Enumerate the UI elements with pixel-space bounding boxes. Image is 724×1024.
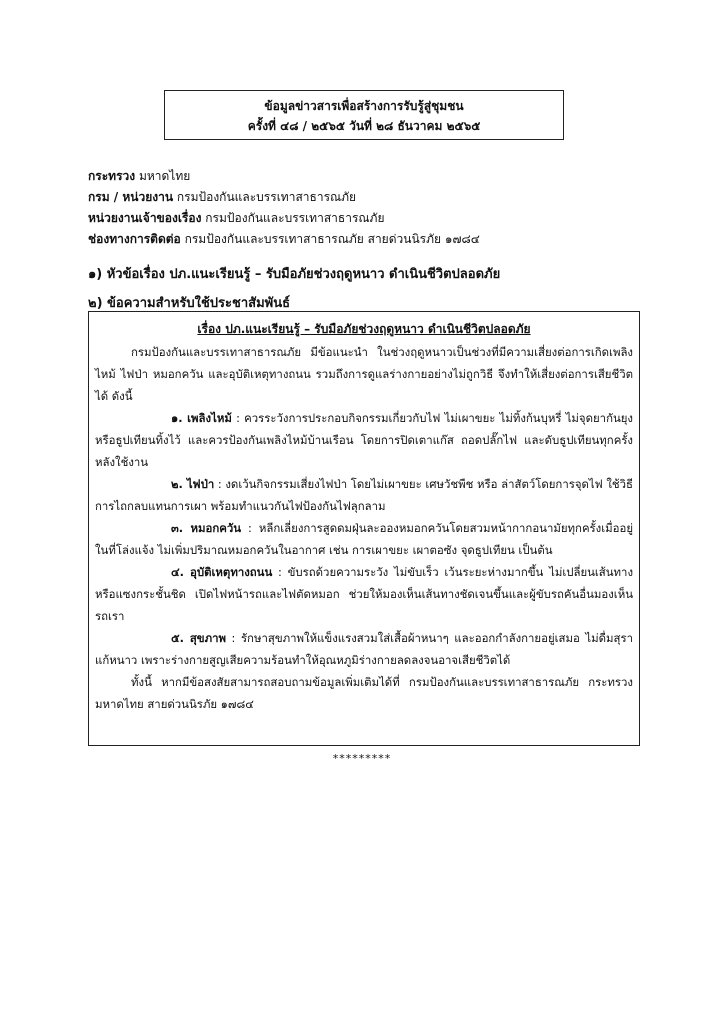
meta-ministry-label: กระทรวง bbox=[88, 169, 136, 183]
item-label: ๕. สุขภาพ bbox=[171, 631, 226, 645]
section-2-heading: ๒) ข้อความสำหรับใช้ประชาสัมพันธ์ bbox=[88, 296, 291, 311]
content-item bbox=[95, 627, 633, 671]
meta-owner bbox=[88, 208, 480, 229]
content-intro: กรมป้องกันและบรรเทาสาธารณภัย มีข้อแนะนำ ในช่วงฤดูหนาวเป็นช่วงที่มีความเสี่ยงต่อการเกิดเพลิงไหม้ ไฟป่า หมอกควัน และอุบัติเหตุทางถนน รวมถึงการดูแลร่างกายอย่างไม่ถูกวิธี จึงทำให้เสี่ยงต่อการเสียชีวิตได้ ดังนี้ bbox=[95, 345, 633, 403]
item-label: ๒. ไฟป่า bbox=[171, 477, 215, 491]
section-1-heading: ๑) หัวข้อเรื่อง ปภ.แนะเรียนรู้ – รับมือภัยช่วงฤดูหนาว ดำเนินชีวิตปลอดภัย bbox=[88, 267, 501, 282]
content-item bbox=[95, 407, 633, 473]
item-text: : รักษาสุขภาพให้แข็งแรงสวมใส่เสื้อผ้าหนาๆ และออกกำลังกายอยู่เสมอ ไม่ดื่มสุราแก้หนาว เพราะร่างกายสูญเสียความร้อนทำให้อุณหภูมิร่างกายลดลงจนอาจเสียชีวิตได้ bbox=[95, 631, 633, 667]
content-item bbox=[95, 517, 633, 561]
header-issue-date: ครั้งที่ ๔๘ / ๒๕๖๕ วันที่ ๒๘ ธันวาคม ๒๕๖๕ bbox=[247, 119, 481, 133]
meta-block bbox=[88, 166, 480, 250]
meta-dept-label: กรม / หน่วยงาน bbox=[88, 190, 174, 204]
item-label: ๓. หมอกควัน bbox=[171, 521, 242, 535]
meta-owner-value: กรมป้องกันและบรรเทาสาธารณภัย bbox=[205, 211, 385, 225]
meta-contact bbox=[88, 229, 480, 250]
item-text: : งดเว้นกิจกรรมเสี่ยงไฟป่า โดยไม่เผาขยะ เศษวัชพืช หรือ ล่าสัตว์โดยการจุดไฟ ใช้วิธีการไถกลบแทนการเผา พร้อมทำแนวกันไฟป้องกันไฟลุกลาม bbox=[95, 477, 633, 513]
meta-dept bbox=[88, 187, 480, 208]
item-label: ๑. เพลิงไหม้ bbox=[171, 411, 232, 425]
meta-owner-label: หน่วยงานเจ้าของเรื่อง bbox=[88, 211, 202, 225]
meta-contact-label: ช่องทางการติดต่อ bbox=[88, 232, 181, 246]
meta-contact-value: กรมป้องกันและบรรเทาสาธารณภัย สายด่วนนิรภัย ๑๗๘๔ bbox=[184, 232, 480, 246]
item-text: : ขับรถด้วยความระวัง ไม่ขับเร็ว เว้นระยะห่างมากขึ้น ไม่เปลี่ยนเส้นทางหรือแซงกระชั้นชิด เปิดไฟหน้ารถและไฟตัดหมอก ช่วยให้มองเห็นเส้นทางชัดเจนขึ้นและผู้ขับรถคันอื่นมองเห็นรถเรา bbox=[95, 565, 634, 623]
meta-dept-value: กรมป้องกันและบรรเทาสาธารณภัย bbox=[176, 190, 357, 204]
header-box bbox=[164, 90, 564, 140]
meta-ministry bbox=[88, 166, 480, 187]
content-item bbox=[95, 473, 633, 517]
item-text: : ควรระวังการประกอบกิจกรรมเกี่ยวกับไฟ ไม่เผาขยะ ไม่ทิ้งก้นบุหรี่ ไม่จุดยากันยุงหรือธูปเทียนทิ้งไว้ และควรป้องกันเพลิงไหม้บ้านเรือน โดยการปิดเตาแก๊ส ถอดปลั๊กไฟ และดับธูปเทียนทุกครั้งหลังใช้งาน bbox=[95, 411, 633, 469]
item-label: ๔. อุบัติเหตุทางถนน bbox=[171, 565, 273, 579]
footer-separator: ********* bbox=[332, 752, 392, 765]
content-item bbox=[95, 561, 633, 627]
item-text: : หลีกเลี่ยงการสูดดมฝุ่นละอองหมอกควันโดยสวมหน้ากากอนามัยทุกครั้งเมื่ออยู่ในที่โล่งแจ้ง ไม่เพิ่มปริมาณหมอกควันในอากาศ เช่น การเผาขยะ เผาตอซัง จุดธูปเทียน เป็นต้น bbox=[95, 521, 633, 557]
content-closing: ทั้งนี้ หากมีข้อสงสัยสามารถสอบถามข้อมูลเพิ่มเติมได้ที่ กรมป้องกันและบรรเทาสาธารณภัย กระทรวงมหาดไทย สายด่วนนิรภัย ๑๗๘๔ bbox=[95, 675, 633, 711]
header-title: ข้อมูลข่าวสารเพื่อสร้างการรับรู้สู่ชุมชน bbox=[264, 99, 464, 113]
meta-ministry-value: มหาดไทย bbox=[138, 169, 191, 183]
content-box bbox=[88, 311, 640, 746]
content-title: เรื่อง ปภ.แนะเรียนรู้ – รับมือภัยช่วงฤดูหนาว ดำเนินชีวิตปลอดภัย bbox=[197, 322, 531, 336]
